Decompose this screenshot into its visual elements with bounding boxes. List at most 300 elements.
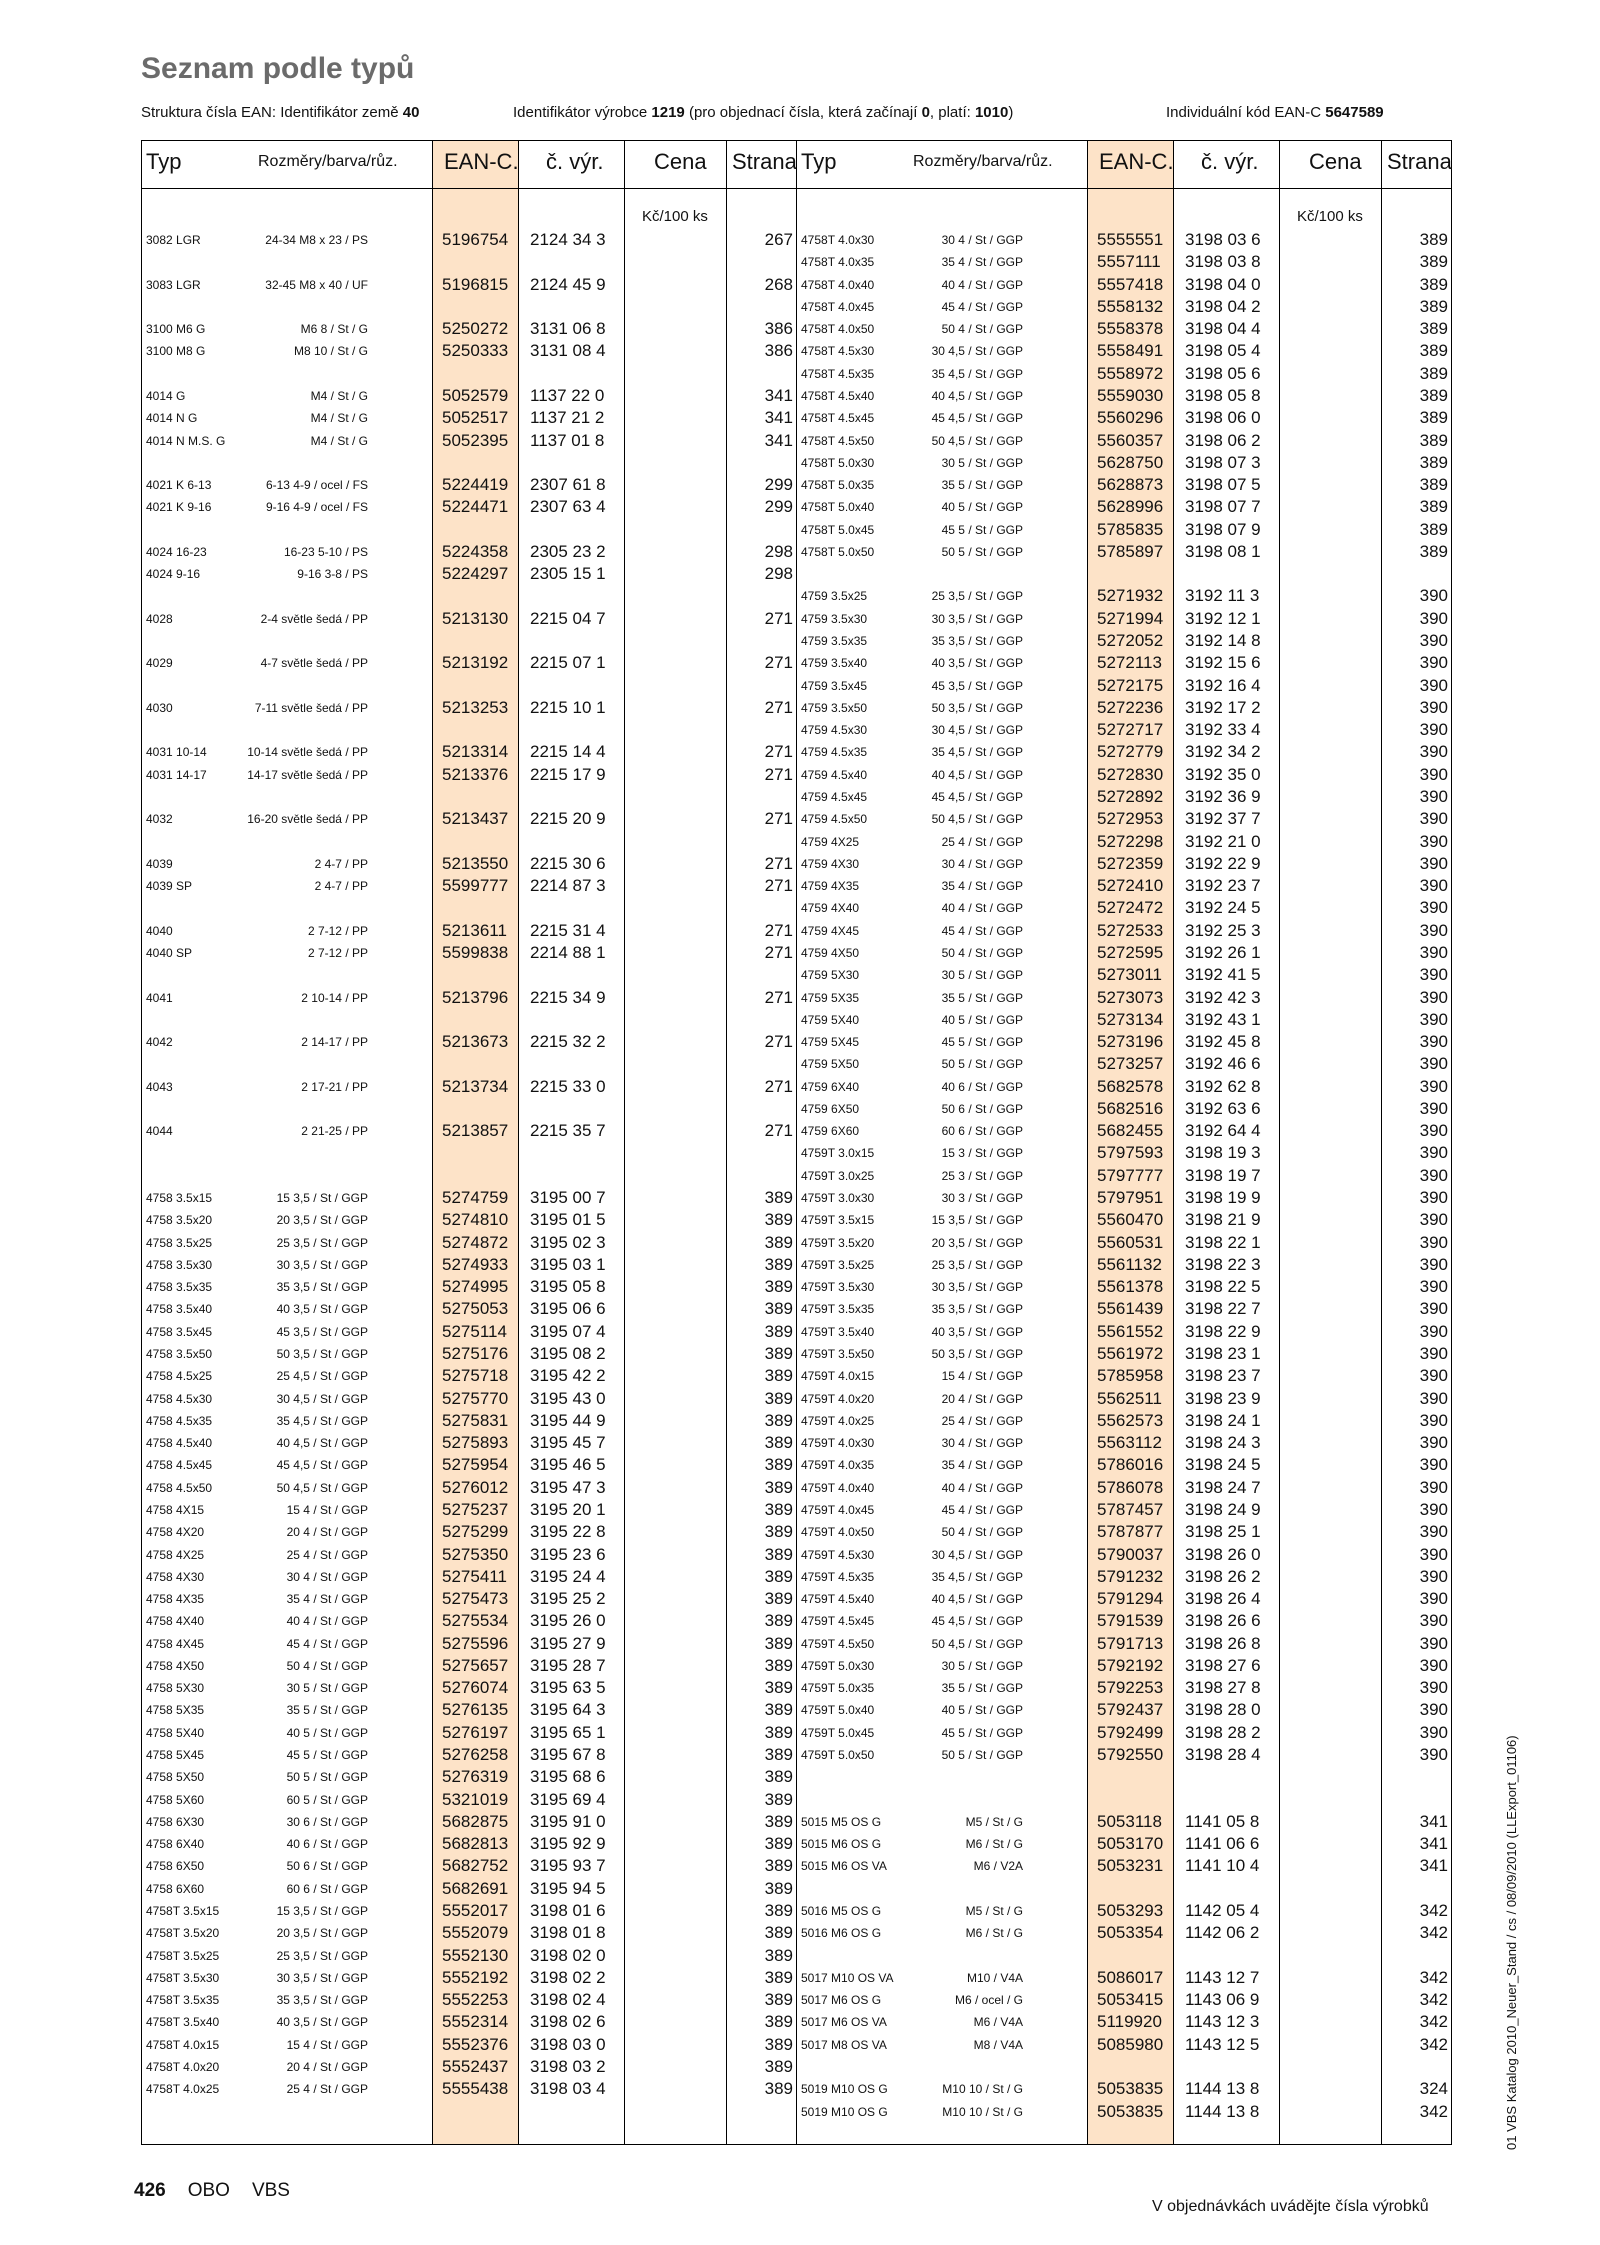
dims-cell: 40 5 / St / GGP (286, 1725, 368, 1740)
product-number-cell: 3192 33 4 (1185, 720, 1261, 740)
table-row (142, 340, 796, 362)
ean-cell: 5224358 (442, 541, 509, 561)
table-row (797, 229, 1451, 251)
type-cell: 4014 G (146, 388, 186, 403)
ean-close-paren: ) (1008, 104, 1014, 121)
product-number-cell: 3198 22 3 (1185, 1254, 1261, 1274)
type-cell: 4758 3.5x25 (146, 1235, 213, 1250)
ean-cell: 5276135 (442, 1700, 509, 1720)
product-number-cell: 3192 15 6 (1185, 653, 1261, 673)
page-cell: 389 (764, 1789, 793, 1809)
table-row (797, 1187, 1451, 1209)
dims-cell: 50 3,5 / St / GGP (276, 1347, 368, 1361)
type-cell: 4758T 4.0x50 (801, 322, 875, 337)
type-cell: 4758T 3.5x30 (146, 1970, 220, 1985)
table-row (797, 786, 1451, 808)
type-cell: 5017 M10 OS VA (801, 1970, 894, 1985)
product-number-cell: 3195 68 6 (530, 1767, 606, 1787)
page-cell: 389 (764, 1990, 793, 2010)
product-number-cell: 1143 12 7 (1185, 1967, 1260, 1987)
page-cell: 342 (1419, 2034, 1448, 2054)
type-cell: 4021 K 9-16 (146, 500, 212, 515)
table-row (797, 541, 1451, 563)
product-number-cell: 2214 88 1 (530, 942, 606, 962)
type-cell: 4758T 5.0x30 (801, 455, 875, 470)
type-cell: 4759T 5.0x30 (801, 1658, 875, 1673)
page-cell: 390 (1419, 1611, 1448, 1631)
table-row (142, 942, 796, 964)
ean-cell: 5558972 (1097, 363, 1164, 383)
page-cell: 389 (1419, 296, 1448, 316)
table-row (142, 1833, 796, 1855)
product-number-cell: 3195 64 3 (530, 1700, 606, 1720)
page-cell: 389 (764, 1745, 793, 1765)
table-row (797, 1967, 1451, 1989)
ean-cell: 5053835 (1097, 2101, 1164, 2121)
table-row (142, 1365, 796, 1387)
product-number-cell: 3198 07 7 (1185, 497, 1261, 517)
page-cell: 389 (764, 1277, 793, 1297)
dims-cell: 2 10-14 / PP (301, 990, 368, 1005)
header-page: Strana (732, 149, 797, 174)
ean-cell: 5682813 (442, 1834, 509, 1854)
product-number-cell: 3195 44 9 (530, 1410, 606, 1430)
ean-cell: 5275176 (442, 1344, 509, 1363)
page-cell: 342 (1419, 1990, 1448, 2010)
product-number-cell: 1143 06 9 (1185, 1990, 1260, 2010)
type-cell: 4758T 5.0x35 (801, 478, 875, 493)
type-cell: 4758T 5.0x50 (801, 544, 875, 559)
page-cell: 389 (764, 1499, 793, 1519)
product-number-cell: 1144 13 8 (1185, 2101, 1260, 2121)
ean-cell: 5250272 (442, 319, 509, 339)
ean-cell: 5557111 (1097, 252, 1161, 272)
ean-cell: 5797951 (1097, 1188, 1164, 1208)
page-cell: 389 (764, 1410, 793, 1430)
type-list-table-right (796, 140, 1452, 2145)
page-cell: 341 (1419, 1834, 1448, 1854)
table-row (797, 675, 1451, 697)
dims-cell: 20 3,5 / St / GGP (931, 1235, 1023, 1250)
table-row (142, 764, 796, 786)
product-number-cell: 3195 45 7 (530, 1433, 606, 1453)
type-cell: 5019 M10 OS G (801, 2082, 888, 2097)
table-row (797, 496, 1451, 518)
brand-vbs: VBS (251, 2180, 290, 2201)
table-row (142, 1432, 796, 1454)
table-row (797, 875, 1451, 897)
type-cell: 4758T 4.5x45 (801, 411, 875, 426)
type-cell: 3083 LGR (146, 277, 201, 292)
dims-cell: M4 / St / G (310, 411, 368, 426)
product-number-cell: 2307 61 8 (530, 475, 606, 495)
type-cell: 4758T 4.5x30 (801, 344, 875, 359)
table-row (797, 987, 1451, 1009)
dims-cell: 20 3,5 / St / GGP (276, 1926, 368, 1941)
dims-cell: M4 / St / G (310, 433, 368, 448)
dims-cell: 20 4 / St / GGP (941, 1391, 1023, 1406)
dims-cell: M6 / V2A (973, 1859, 1023, 1874)
type-cell: 5017 M8 OS VA (801, 2037, 887, 2052)
product-number-cell: 3195 27 9 (530, 1633, 606, 1653)
ean-cell: 5560470 (1097, 1210, 1164, 1230)
dims-cell: 35 3,5 / St / GGP (276, 1280, 368, 1295)
dims-cell: 25 4 / St / GGP (941, 1413, 1023, 1428)
type-cell: 4759 4X50 (801, 945, 860, 960)
page-cell: 389 (764, 1633, 793, 1653)
page-cell: 342 (1419, 2101, 1448, 2121)
table-row (142, 274, 796, 296)
page-cell: 390 (1419, 675, 1448, 695)
ean-cell: 5272052 (1097, 631, 1164, 651)
type-cell: 4759 4.5x35 (801, 745, 868, 760)
product-number-cell: 3198 22 9 (1185, 1321, 1261, 1341)
type-cell: 4031 14-17 (146, 767, 207, 782)
type-cell: 4758 5X30 (146, 1681, 205, 1696)
ean-cell: 5224297 (442, 564, 509, 584)
type-cell: 4758 3.5x50 (146, 1347, 213, 1361)
dims-cell: 50 3,5 / St / GGP (931, 1347, 1023, 1361)
page-cell: 389 (764, 1566, 793, 1586)
ean-country-text (141, 104, 419, 121)
page-cell: 389 (1419, 319, 1448, 339)
product-number-cell: 3195 67 8 (530, 1745, 606, 1765)
table-row (797, 652, 1451, 674)
type-cell: 4758T 4.0x45 (801, 299, 875, 314)
page-cell: 271 (764, 876, 793, 896)
product-number-cell: 3195 26 0 (530, 1611, 606, 1631)
ean-cell: 5562511 (1097, 1388, 1162, 1408)
footer-left (134, 2180, 312, 2202)
type-cell: 4759 6X40 (801, 1079, 860, 1094)
page-cell: 390 (1419, 1232, 1448, 1252)
dims-cell: 25 4,5 / St / GGP (276, 1369, 368, 1384)
product-number-cell: 3198 19 7 (1185, 1165, 1261, 1185)
ean-cell: 5276319 (442, 1767, 509, 1787)
page-cell: 389 (764, 1210, 793, 1230)
ean-cell: 5558132 (1097, 296, 1164, 316)
table-row (797, 1833, 1451, 1855)
dims-cell: M6 8 / St / G (300, 322, 368, 337)
table-row (142, 1410, 796, 1432)
dims-cell: 40 4,5 / St / GGP (931, 767, 1023, 782)
header-dims: Rozměry/barva/růz. (258, 153, 398, 170)
footer-note: V objednávkách uvádějte čísla výrobků (1152, 2198, 1429, 2215)
type-cell: 4758 4X40 (146, 1614, 205, 1629)
ean-cell: 5053231 (1097, 1856, 1164, 1876)
type-cell: 4758 4.5x25 (146, 1369, 213, 1384)
ean-cell: 5552253 (442, 1990, 509, 2010)
type-cell: 4040 SP (146, 945, 193, 960)
dims-cell: 45 5 / St / GGP (941, 522, 1023, 537)
dims-cell: 15 3 / St / GGP (941, 1146, 1023, 1161)
type-cell: 4758 5X60 (146, 1792, 205, 1807)
dims-cell: 30 4 / St / GGP (941, 1436, 1023, 1451)
type-cell: 5015 M6 OS VA (801, 1859, 887, 1874)
table-row (142, 430, 796, 452)
ean-cell: 5053354 (1097, 1923, 1164, 1943)
page-cell: 390 (1419, 1589, 1448, 1609)
table-row (142, 474, 796, 496)
header-divider (797, 188, 1451, 189)
type-cell: 4759T 4.0x35 (801, 1458, 875, 1473)
type-cell: 4759T 3.5x15 (801, 1213, 875, 1228)
product-number-cell: 3198 01 8 (530, 1923, 606, 1943)
type-cell: 4758 3.5x20 (146, 1213, 213, 1228)
type-cell: 4759 4.5x45 (801, 790, 868, 804)
product-number-cell: 2215 35 7 (530, 1121, 606, 1141)
dims-cell: 35 5 / St / GGP (941, 990, 1023, 1005)
type-cell: 4044 (146, 1124, 173, 1139)
page-cell: 389 (764, 1923, 793, 1943)
type-cell: 4029 (146, 656, 173, 671)
type-cell: 4759 3.5x30 (801, 611, 868, 626)
page-cell: 271 (764, 920, 793, 940)
ean-cell: 5552079 (442, 1923, 509, 1943)
product-number-cell: 1141 05 8 (1185, 1811, 1260, 1831)
page-cell: 271 (764, 608, 793, 628)
table-row (797, 1722, 1451, 1744)
page-cell: 341 (764, 430, 793, 450)
page-cell: 390 (1419, 1188, 1448, 1208)
table-row (142, 2078, 796, 2100)
page-cell: 389 (764, 1232, 793, 1252)
ean-cell: 5196754 (442, 230, 509, 249)
dims-cell: 40 3,5 / St / GGP (931, 1324, 1023, 1339)
page-cell: 268 (764, 274, 793, 294)
ean-cell: 5196815 (442, 274, 509, 294)
page-cell: 389 (1419, 497, 1448, 517)
header-divider (142, 188, 796, 189)
product-number-cell: 3195 92 9 (530, 1834, 606, 1854)
product-number-cell: 3198 26 6 (1185, 1611, 1261, 1631)
dims-cell: 30 4 / St / GGP (286, 1569, 368, 1584)
ean-cell: 5274810 (442, 1210, 509, 1230)
type-cell: 4758 4X25 (146, 1547, 205, 1562)
dims-cell: 30 4,5 / St / GGP (931, 344, 1023, 359)
table-row (797, 1989, 1451, 2011)
table-row (797, 1922, 1451, 1944)
page-cell: 389 (1419, 519, 1448, 539)
product-number-cell: 2124 34 3 (530, 230, 606, 249)
page-cell: 390 (1419, 1544, 1448, 1564)
dims-cell: 45 4 / St / GGP (941, 299, 1023, 314)
table-row (142, 1610, 796, 1632)
header-dims: Rozměry/barva/růz. (913, 153, 1053, 170)
table-row (797, 897, 1451, 919)
type-cell: 4759 6X50 (801, 1101, 860, 1116)
product-number-cell: 3195 43 0 (530, 1388, 606, 1408)
page-cell: 342 (1419, 1967, 1448, 1987)
page-cell: 390 (1419, 1299, 1448, 1319)
table-row (797, 719, 1451, 741)
product-number-cell: 3192 17 2 (1185, 697, 1261, 717)
product-number-cell: 3195 69 4 (530, 1789, 606, 1809)
type-cell: 4759T 4.0x25 (801, 1413, 875, 1428)
page-cell: 390 (1419, 608, 1448, 628)
table-row (142, 1900, 796, 1922)
table-row (142, 652, 796, 674)
page-cell: 389 (1419, 230, 1448, 249)
dims-cell: M6 / ocel / G (954, 1993, 1023, 2008)
type-cell: 4758T 4.0x40 (801, 277, 875, 292)
type-cell: 4759T 5.0x50 (801, 1748, 875, 1763)
dims-cell: 60 6 / St / GGP (941, 1124, 1023, 1139)
table-row (142, 1566, 796, 1588)
page-cell: 389 (1419, 475, 1448, 495)
dims-cell: M6 / St / G (965, 1926, 1023, 1941)
ean-cell: 5275596 (442, 1633, 509, 1653)
ean-cell: 5272595 (1097, 942, 1164, 962)
page-cell: 390 (1419, 1388, 1448, 1408)
type-cell: 4759T 3.5x20 (801, 1235, 875, 1250)
type-cell: 4759 3.5x35 (801, 634, 868, 649)
table-row (797, 1365, 1451, 1387)
table-row (142, 1878, 796, 1900)
page-cell: 389 (1419, 452, 1448, 472)
product-number-cell: 3198 24 7 (1185, 1477, 1261, 1497)
table-row (142, 1187, 796, 1209)
table-row (797, 1142, 1451, 1164)
type-cell: 4759 4.5x50 (801, 812, 868, 827)
header-price: Cena (654, 149, 707, 174)
ean-cell: 5558378 (1097, 319, 1164, 339)
dims-cell: 20 3,5 / St / GGP (276, 1213, 368, 1228)
dims-cell: 15 4 / St / GGP (286, 2037, 368, 2052)
table-row (142, 1521, 796, 1543)
ean-cell: 5271994 (1097, 608, 1164, 628)
product-number-cell: 3195 00 7 (530, 1188, 606, 1208)
dims-cell: 9-16 4-9 / ocel / FS (265, 500, 368, 515)
type-cell: 4758 4.5x50 (146, 1480, 213, 1495)
product-number-cell: 3195 22 8 (530, 1522, 606, 1542)
ean-cell: 5275534 (442, 1611, 509, 1631)
dims-cell: 35 5 / St / GGP (941, 1681, 1023, 1696)
type-cell: 4014 N M.S. G (146, 433, 226, 448)
page-cell: 389 (764, 1522, 793, 1542)
page-cell: 324 (1419, 2079, 1448, 2099)
dims-cell: M4 / St / G (310, 388, 368, 403)
price-unit: Kč/100 ks (1297, 208, 1363, 225)
product-number-cell: 3195 65 1 (530, 1722, 606, 1742)
ean-cell: 5558491 (1097, 341, 1164, 361)
product-number-cell: 3192 34 2 (1185, 742, 1261, 762)
type-cell: 4758T 5.0x40 (801, 500, 875, 515)
product-number-cell: 3198 22 7 (1185, 1299, 1261, 1319)
dims-cell: 40 4 / St / GGP (286, 1614, 368, 1629)
page-cell: 389 (1419, 363, 1448, 383)
table-row (142, 385, 796, 407)
ean-cell: 5791539 (1097, 1611, 1164, 1631)
ean-cell: 5086017 (1097, 1967, 1164, 1987)
table-row (797, 741, 1451, 763)
dims-cell: M6 / V4A (973, 2015, 1023, 2030)
product-number-cell: 3192 22 9 (1185, 853, 1261, 873)
table-row (797, 296, 1451, 318)
dims-cell: 40 4 / St / GGP (941, 901, 1023, 916)
table-row (797, 2034, 1451, 2056)
dims-cell: 15 3,5 / St / GGP (931, 1213, 1023, 1228)
ean-cell: 5272953 (1097, 809, 1164, 829)
dims-cell: 40 4,5 / St / GGP (276, 1436, 368, 1451)
dims-cell: 45 4 / St / GGP (286, 1636, 368, 1651)
dims-cell: M8 / V4A (973, 2037, 1023, 2052)
type-cell: 4759 6X60 (801, 1124, 860, 1139)
product-number-cell: 3195 25 2 (530, 1589, 606, 1609)
type-cell: 4758 6X60 (146, 1881, 205, 1896)
dims-cell: 60 6 / St / GGP (286, 1881, 368, 1896)
product-number-cell: 1143 12 3 (1185, 2012, 1260, 2032)
product-number-cell: 3198 04 2 (1185, 296, 1261, 316)
dims-cell: 35 5 / St / GGP (941, 478, 1023, 493)
type-cell: 4014 N G (146, 411, 198, 426)
table-row (797, 1209, 1451, 1231)
type-cell: 4759T 4.0x15 (801, 1369, 875, 1384)
ean-cell: 5562573 (1097, 1410, 1164, 1430)
dims-cell: 35 4,5 / St / GGP (931, 366, 1023, 381)
header-price: Cena (1309, 149, 1362, 174)
ean-cell: 5682752 (442, 1856, 509, 1876)
product-number-cell: 3198 03 2 (530, 2056, 606, 2076)
page-cell: 390 (1419, 1700, 1448, 1720)
ean-cell: 5274872 (442, 1232, 509, 1252)
type-cell: 4758 4X50 (146, 1658, 205, 1673)
product-number-cell: 1137 22 0 (530, 385, 605, 405)
ean-cell: 5274995 (442, 1277, 509, 1297)
ean-cell: 5599777 (442, 876, 509, 896)
dims-cell: 40 5 / St / GGP (941, 500, 1023, 515)
page-cell: 389 (1419, 430, 1448, 450)
dims-cell: 30 3,5 / St / GGP (276, 1257, 368, 1272)
product-number-cell: 3198 07 5 (1185, 475, 1261, 495)
page-cell: 389 (764, 1388, 793, 1408)
table-row (142, 1855, 796, 1877)
table-row (797, 2101, 1451, 2123)
dims-cell: M6 / St / G (965, 1837, 1023, 1852)
ean-cell: 5791713 (1097, 1633, 1164, 1653)
dims-cell: 40 5 / St / GGP (941, 1012, 1023, 1027)
header-product-number: č. výr. (546, 149, 604, 174)
table-row (797, 519, 1451, 541)
type-cell: 4759 4.5x30 (801, 723, 868, 738)
dims-cell: 45 4,5 / St / GGP (931, 1614, 1023, 1629)
page-cell: 390 (1419, 1410, 1448, 1430)
ean-cell: 5275831 (442, 1410, 509, 1430)
ean-cell: 5552437 (442, 2056, 509, 2076)
table-row (142, 1276, 796, 1298)
ean-cell: 5213796 (442, 987, 509, 1007)
page-cell: 342 (1419, 2012, 1448, 2032)
dims-cell: M5 / St / G (965, 1814, 1023, 1829)
product-number-cell: 3192 16 4 (1185, 675, 1261, 695)
product-number-cell: 3198 26 8 (1185, 1633, 1261, 1653)
dims-cell: 16-23 5-10 / PS (283, 544, 368, 559)
header-typ: Typ (801, 149, 837, 174)
page-cell: 389 (764, 1655, 793, 1675)
product-number-cell: 3198 02 0 (530, 1945, 606, 1965)
page-cell: 271 (764, 742, 793, 762)
page-cell: 390 (1419, 1032, 1448, 1052)
page-cell: 390 (1419, 809, 1448, 829)
ean-cell: 5628996 (1097, 497, 1164, 517)
type-cell: 4759 5X30 (801, 968, 860, 983)
ean-cell: 5276074 (442, 1678, 509, 1698)
page-cell: 271 (764, 1076, 793, 1096)
ean-manufacturer-code: 1219 (651, 104, 685, 121)
ean-cell: 5272779 (1097, 742, 1164, 762)
table-row (142, 1699, 796, 1721)
ean-cell: 5213857 (442, 1121, 509, 1141)
